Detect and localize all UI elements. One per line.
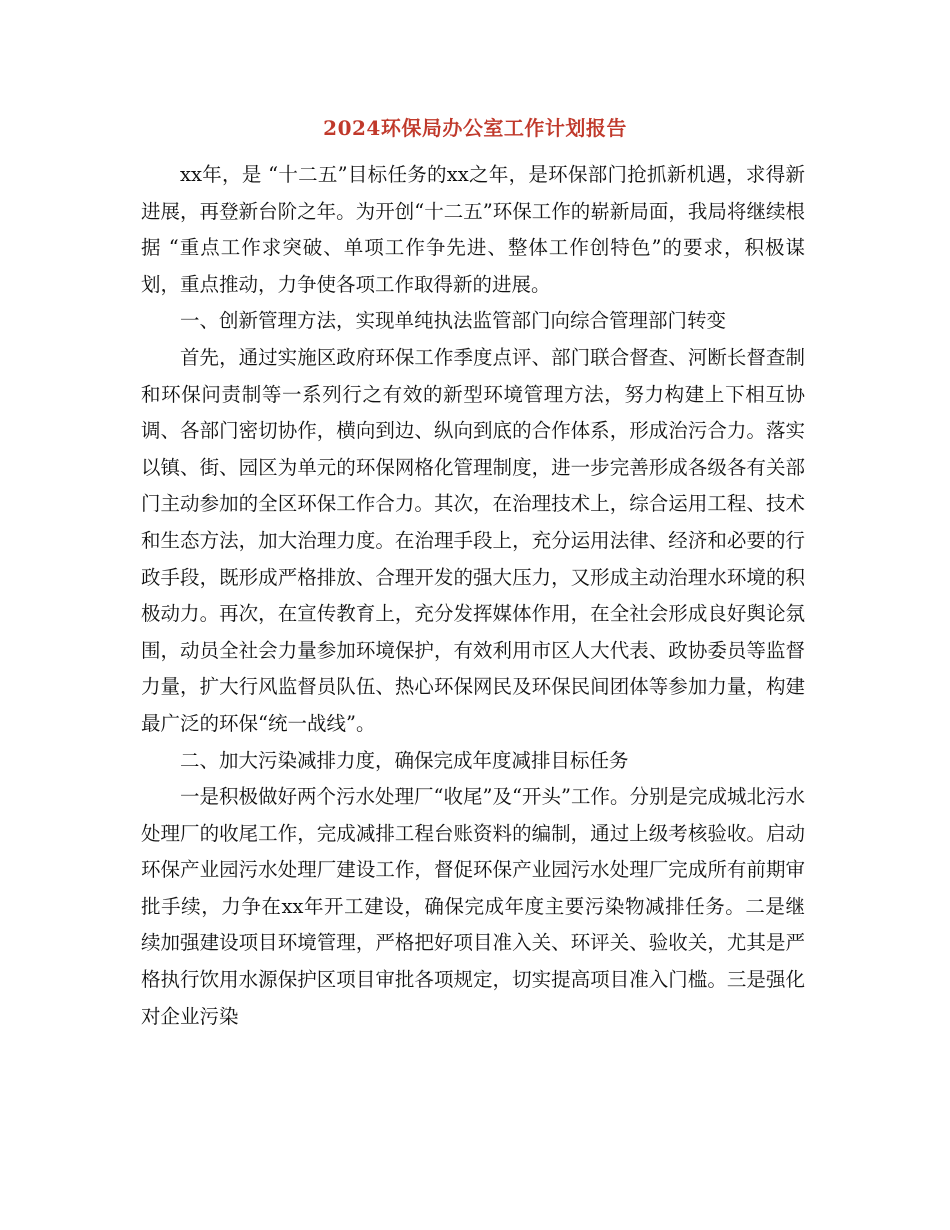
document-title: 2024环保局办公室工作计划报告 bbox=[323, 116, 627, 140]
document-body bbox=[141, 157, 805, 1035]
section-heading-2: 二、加大污染减排力度，确保完成年度减排目标任务 bbox=[180, 748, 629, 772]
section-2-paragraph: 一是积极做好两个污水处理厂“收尾”及“开头”工作。分别是完成城北污水处理厂的收尾工作，完成减排工程台账资料的编制，通过上级考核验收。启动环保产业园污水处理厂建设工作，督促环保产业园污水处理厂完成所有前期审批手续，力争在xx年开工建设，确保完成年度主要污染物减排任务。二是继续加强建设项目环境管理，严格把好项目准入关、环评关、验收关，尤其是严格执行饮用水源保护区项目审批各项规定，切实提高项目准入门槛。三是强化对企业污染 bbox=[141, 785, 805, 1028]
intro-paragraph: xx年，是 “十二五”目标任务的xx之年，是环保部门抢抓新机遇，求得新进展，再登新台阶之年。为开创“十二五”环保工作的崭新局面，我局将继续根据 “重点工作求突破、单项工作争先进、整体工作创特色”的要求，积极谋划，重点推动，力争使各项工作取得新的进展。 bbox=[141, 163, 805, 296]
section-heading-1: 一、创新管理方法，实现单纯执法监管部门向综合管理部门转变 bbox=[180, 309, 727, 333]
section-1-paragraph: 首先，通过实施区政府环保工作季度点评、部门联合督查、河断长督查制和环保问责制等一系列行之有效的新型环境管理方法，努力构建上下相互协调、各部门密切协作，横向到边、纵向到底的合作体系，形成治污合力。落实以镇、街、园区为单元的环保网格化管理制度，进一步完善形成各级各有关部门主动参加的全区环保工作合力。其次，在治理技术上，综合运用工程、技术和生态方法，加大治理力度。在治理手段上，充分运用法律、经济和必要的行政手段，既形成严格排放、合理开发的强大压力，又形成主动治理水环境的积极动力。再次，在宣传教育上，充分发挥媒体作用，在全社会形成良好舆论氛围，动员全社会力量参加环境保护，有效利用市区人大代表、政协委员等监督力量，扩大行风监督员队伍、热心环保网民及环保民间团体等参加力量，构建最广泛的环保“统一战线”。 bbox=[141, 345, 805, 735]
